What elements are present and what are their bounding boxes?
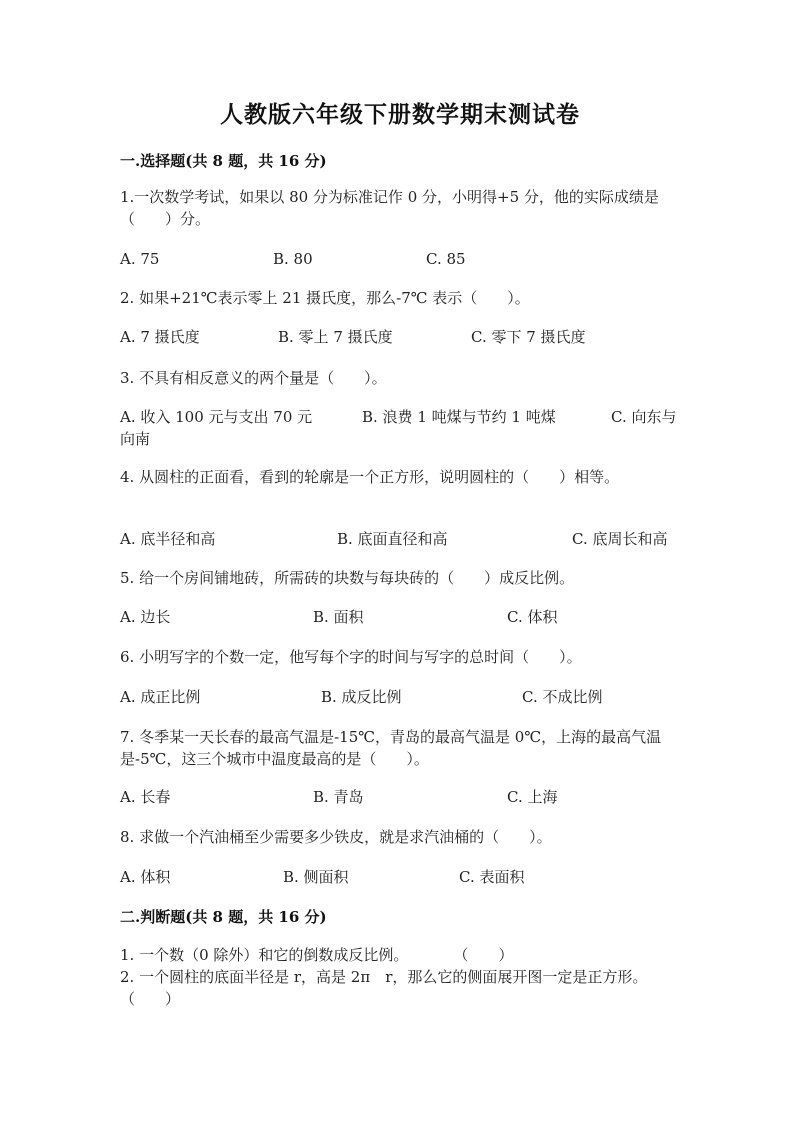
question-5-option-b: B. 面积 <box>313 608 364 626</box>
question-2-option-c: C. 零下 7 摄氏度 <box>471 328 586 346</box>
question-3-option-c-wrap <box>120 406 685 450</box>
question-8-option-b: B. 侧面积 <box>283 868 349 886</box>
question-1-option-b: B. 80 <box>273 250 313 268</box>
question-8-option-a: A. 体积 <box>120 868 171 886</box>
question-7-text: 7. 冬季某一天长春的最高气温是-15℃，青岛的最高气温是 0℃，上海的最高气温是-5℃，这三个城市中温度最高的是（ ）。 <box>120 728 662 768</box>
question-2-option-a: A. 7 摄氏度 <box>120 328 200 346</box>
question-3-option-b: B. 浪费 1 吨煤与节约 1 吨煤 <box>362 408 556 426</box>
section-heading-multiple-choice: 一.选择题(共 8 题，共 16 分) <box>120 152 327 170</box>
question-1-text: 1.一次数学考试，如果以 80 分为标准记作 0 分，小明得+5 分，他的实际成绩是（ ）分。 <box>120 188 659 228</box>
page-title: 人教版六年级下册数学期末测试卷 <box>220 101 580 128</box>
question-7-option-c: C. 上海 <box>507 788 558 806</box>
question-3-option-c: C. 向东与向南 <box>120 408 677 448</box>
question-5-option-a: A. 边长 <box>120 608 171 626</box>
question-4-option-b: B. 底面直径和高 <box>337 530 448 548</box>
question-6-option-c: C. 不成比例 <box>522 688 603 706</box>
question-3-option-a: A. 收入 100 元与支出 70 元 <box>120 408 313 426</box>
question-2-text: 2. 如果+21℃表示零上 21 摄氏度，那么-7℃ 表示（ ）。 <box>120 289 530 307</box>
question-6-text: 6. 小明写字的个数一定，他写每个字的时间与写字的总时间（ ）。 <box>120 648 582 666</box>
question-5-option-c: C. 体积 <box>507 608 558 626</box>
question-4-option-a: A. 底半径和高 <box>120 530 216 548</box>
judgement-2-text: 2. 一个圆柱的底面半径是 r，高是 2π r，那么它的侧面展开图一定是正方形。（ ） <box>120 968 648 1008</box>
question-3-text: 3. 不具有相反意义的两个量是（ ）。 <box>120 369 387 387</box>
question-1-option-a: A. 75 <box>120 250 160 268</box>
judgement-1-text: 1. 一个数（0 除外）和它的倒数成反比例。 （ ） <box>120 946 514 964</box>
question-4-option-c: C. 底周长和高 <box>572 530 668 548</box>
question-7-option-b: B. 青岛 <box>313 788 364 806</box>
question-6-option-a: A. 成正比例 <box>120 688 201 706</box>
question-7-option-a: A. 长春 <box>120 788 171 806</box>
question-2-option-b: B. 零上 7 摄氏度 <box>278 328 393 346</box>
question-1-option-c: C. 85 <box>426 250 466 268</box>
question-8-text: 8. 求做一个汽油桶至少需要多少铁皮，就是求汽油桶的（ ）。 <box>120 828 552 846</box>
question-4-text: 4. 从圆柱的正面看，看到的轮廓是一个正方形，说明圆柱的（ ）相等。 <box>120 468 620 486</box>
question-8-option-c: C. 表面积 <box>459 868 525 886</box>
section-heading-true-false: 二.判断题(共 8 题，共 16 分) <box>120 908 327 926</box>
question-6-option-b: B. 成反比例 <box>321 688 402 706</box>
question-5-text: 5. 给一个房间铺地砖，所需砖的块数与每块砖的（ ）成反比例。 <box>120 569 575 587</box>
